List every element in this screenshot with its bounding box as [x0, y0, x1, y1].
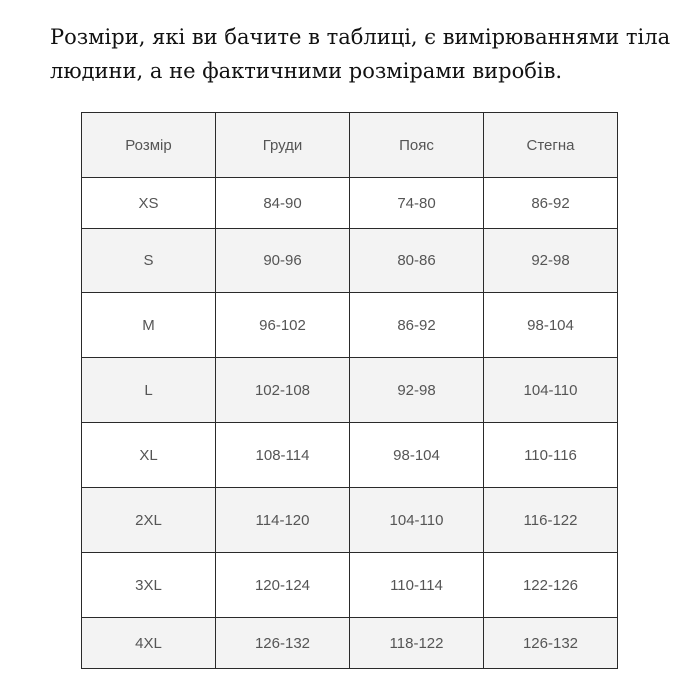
disclaimer-line-2: людини, а не фактичними розмірами виробів.	[50, 59, 563, 83]
cell-chest: 126-132	[216, 618, 350, 669]
cell-chest: 108-114	[216, 423, 350, 488]
table-row	[82, 293, 618, 358]
cell-hips: 98-104	[484, 293, 618, 358]
cell-waist: 104-110	[350, 488, 484, 553]
table-row	[82, 358, 618, 423]
cell-waist: 92-98	[350, 358, 484, 423]
header-waist: Пояс	[350, 113, 484, 178]
cell-waist: 86-92	[350, 293, 484, 358]
table-row	[82, 553, 618, 618]
cell-waist: 80-86	[350, 229, 484, 293]
cell-chest: 102-108	[216, 358, 350, 423]
cell-chest: 120-124	[216, 553, 350, 618]
cell-waist: 74-80	[350, 178, 484, 229]
cell-hips: 104-110	[484, 358, 618, 423]
table-header	[82, 113, 618, 178]
cell-hips: 92-98	[484, 229, 618, 293]
table-row	[82, 488, 618, 553]
disclaimer-line-1: Розміри, які ви бачите в таблиці, є вимірюваннями тіла	[50, 25, 671, 49]
size-disclaimer	[50, 20, 680, 88]
cell-chest: 84-90	[216, 178, 350, 229]
cell-hips: 122-126	[484, 553, 618, 618]
cell-hips: 116-122	[484, 488, 618, 553]
cell-size: 3XL	[82, 553, 216, 618]
table-body	[82, 178, 618, 669]
cell-size: S	[82, 229, 216, 293]
table-row	[82, 618, 618, 669]
cell-size: M	[82, 293, 216, 358]
cell-hips: 110-116	[484, 423, 618, 488]
cell-size: L	[82, 358, 216, 423]
cell-waist: 98-104	[350, 423, 484, 488]
table-row	[82, 178, 618, 229]
cell-chest: 114-120	[216, 488, 350, 553]
cell-size: 4XL	[82, 618, 216, 669]
cell-size: XL	[82, 423, 216, 488]
cell-size: XS	[82, 178, 216, 229]
header-row	[82, 113, 618, 178]
cell-size: 2XL	[82, 488, 216, 553]
header-hips: Стегна	[484, 113, 618, 178]
cell-waist: 110-114	[350, 553, 484, 618]
header-chest: Груди	[216, 113, 350, 178]
cell-hips: 126-132	[484, 618, 618, 669]
cell-waist: 118-122	[350, 618, 484, 669]
header-size: Розмір	[82, 113, 216, 178]
size-chart-table	[81, 112, 618, 669]
cell-hips: 86-92	[484, 178, 618, 229]
table-row	[82, 423, 618, 488]
cell-chest: 90-96	[216, 229, 350, 293]
table-row	[82, 229, 618, 293]
cell-chest: 96-102	[216, 293, 350, 358]
